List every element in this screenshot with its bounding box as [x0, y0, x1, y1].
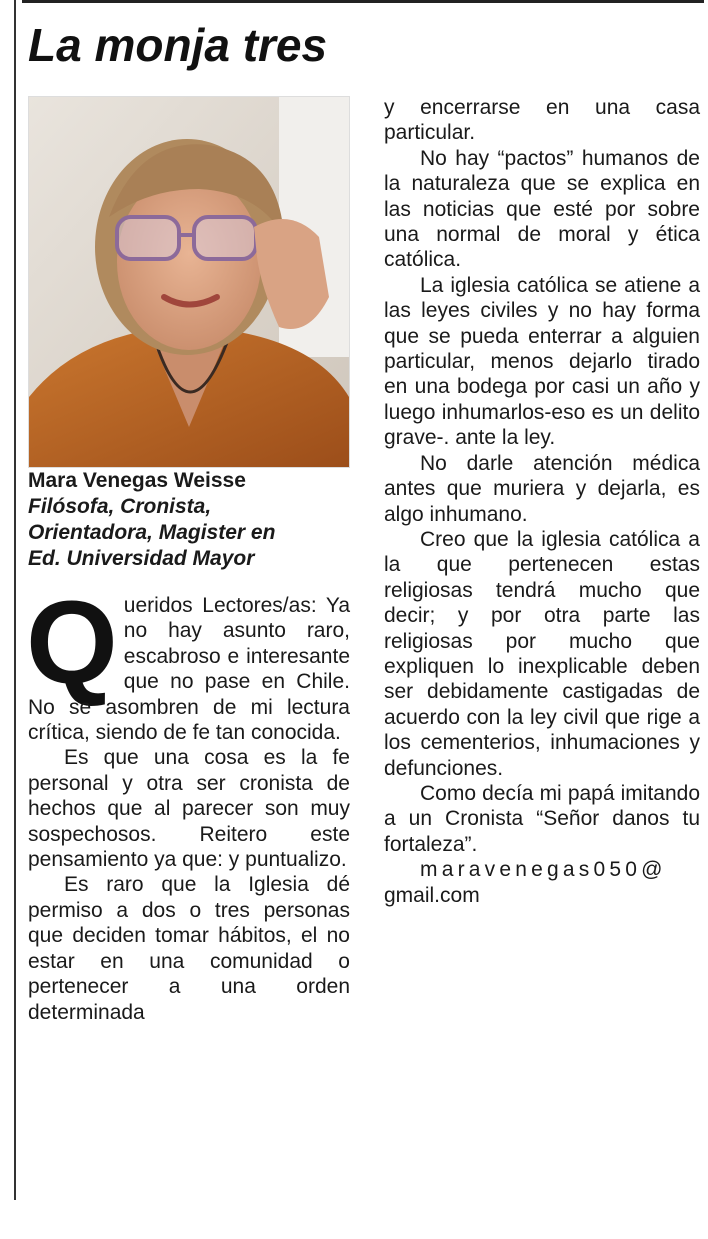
article-title: La monja tres	[28, 19, 328, 71]
left-column-rule	[14, 0, 16, 1200]
author-portrait-photo	[28, 96, 350, 468]
author-byline	[28, 468, 358, 572]
article-paragraph: No hay “pactos” humanos de la naturaleza que se explica en las noticias que esté por sobre una normal de moral y ética católica.	[384, 146, 700, 272]
article-paragraph: La iglesia católica se atiene a las leyes civiles y no hay forma que se pueda enterrar a alguien particular, menos dejarlo tirado en una bodega por casi un año y luego inhumarlos-eso es un delito grave-. ante la ley.	[384, 273, 700, 450]
top-rule	[22, 0, 704, 3]
paragraph-text: ueridos Lectores/as: Ya no hay asunto raro, escabroso e interesante que no pase en Chile. No se asombren de mi lectura crítica, siendo de fe tan conocida.	[28, 594, 350, 745]
article-paragraph	[26, 577, 350, 745]
article-paragraph: Creo que la iglesia católica a la que pertenecen estas religiosas tendrá mucho que decir; y por otra parte las religiosas por mucho que expliquen lo inexplicable deben ser debidamente castigadas de acuerdo con la ley civil que rige a los cementerios, inhumaciones y defunciones.	[384, 527, 700, 780]
portrait-illustration-icon	[29, 97, 349, 467]
author-roles: Filósofa, Cronista, Orientadora, Magister en Ed. Universidad Mayor	[28, 495, 276, 570]
article-column-left	[26, 577, 350, 1025]
article-paragraph: No darle atención médica antes que muriera y dejarla, es algo inhumano.	[384, 451, 700, 526]
author-email	[384, 857, 700, 908]
article-paragraph: Es que una cosa es la fe personal y otra ser cronista de hechos que al parecer son muy sospechosos. Reitero este pensamiento ya que: y puntualizo.	[28, 746, 350, 872]
article-paragraph: Es raro que la Iglesia dé permiso a dos o tres personas que deciden tomar hábitos, el no estar en una comunidad o pertenecer a una orden determinada	[28, 873, 350, 1024]
email-user: maravenegas050@	[420, 858, 667, 882]
author-name: Mara Venegas Weisse	[28, 469, 246, 492]
article-column-right	[384, 95, 700, 908]
article-paragraph: Como decía mi papá imitando a un Cronista “Señor danos tu fortaleza”.	[384, 781, 700, 856]
drop-cap: Q	[26, 577, 118, 709]
article-paragraph-continued: y encerrarse en una casa particular.	[384, 96, 700, 145]
email-domain: gmail.com	[384, 883, 480, 907]
